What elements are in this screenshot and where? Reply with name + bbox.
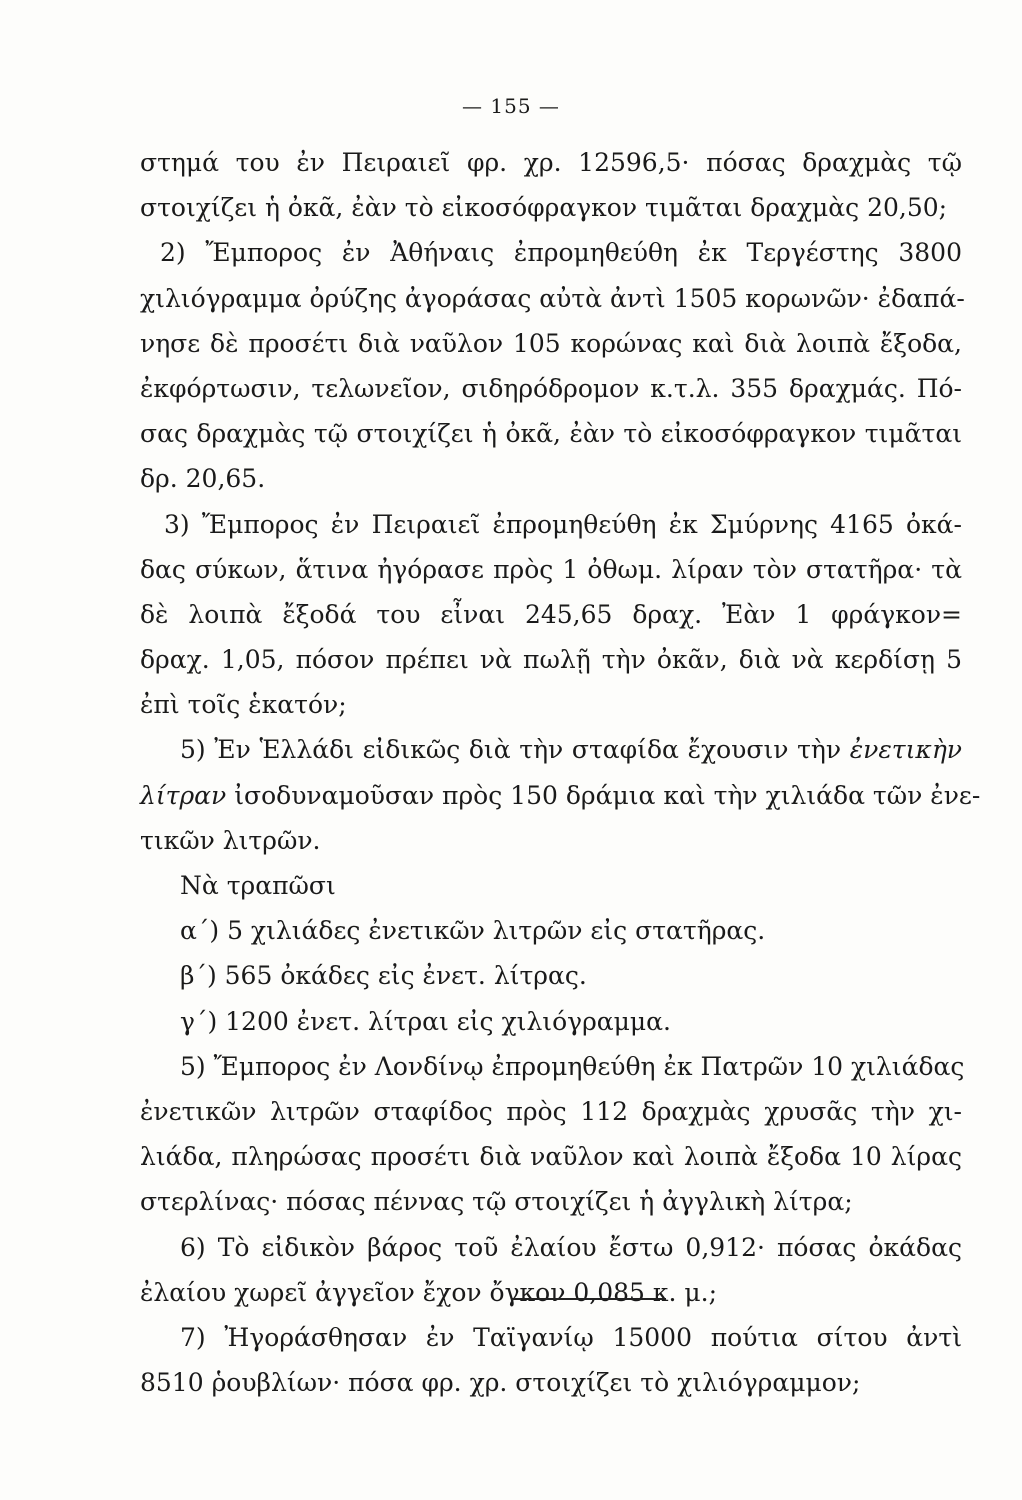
text-line: σας δραχμὰς τῷ στοιχίζει ἡ ὀκᾶ, ἐὰν τὸ εἰκοσόφραγκον τιμᾶται bbox=[140, 419, 962, 449]
text-fragment: 5) Ἐν Ἑλλάδι εἰδικῶς διὰ τὴν σταφίδα ἔχουσιν τὴν bbox=[180, 735, 842, 765]
text-line: ἐνετικῶν λιτρῶν σταφίδος πρὸς 112 δραχμὰς χρυσᾶς τὴν χι- bbox=[140, 1096, 962, 1126]
text-line: στημά του ἐν Πειραιεῖ φρ. χρ. 12596,5· πόσας δραχμὰς τῷ bbox=[140, 148, 962, 177]
italic-term: λίτραν bbox=[140, 780, 227, 810]
problem-3-line: 3) Ἔμπορος ἐν Πειραιεῖ ἐπρομηθεύθη ἐκ Σμύρνης 4165 ὀκά- bbox=[164, 509, 962, 539]
text-line: δραχ. 1,05, πόσον πρέπει νὰ πωλῇ τὴν ὀκᾶν, διὰ νὰ κερδίσῃ 5 bbox=[140, 645, 962, 675]
text-line: δρ. 20,65. bbox=[140, 464, 266, 494]
problem-5a-line bbox=[140, 727, 962, 772]
subitem-a: α΄) 5 χιλιάδες ἐνετικῶν λιτρῶν εἰς στατῆρας. bbox=[180, 916, 766, 946]
body-text bbox=[140, 140, 981, 1405]
italic-term: ἐνετικὴν bbox=[849, 735, 962, 765]
problem-2-line: 2) Ἔμπορος ἐν Ἀθήναις ἐπρομηθεύθη ἐκ Τεργέστης 3800 bbox=[160, 238, 962, 268]
text-line: στοιχίζει ἡ ὀκᾶ, ἐὰν τὸ εἰκοσόφραγκον τιμᾶται δραχμὰς 20,50; bbox=[140, 193, 948, 223]
end-rule bbox=[511, 1298, 666, 1300]
text-line: ἐπὶ τοῖς ἑκατόν; bbox=[140, 690, 347, 720]
page-number: — 155 — bbox=[462, 94, 560, 118]
text-line: Νὰ τραπῶσι bbox=[180, 871, 336, 900]
subitem-c: γ΄) 1200 ἐνετ. λίτραι εἰς χιλιόγραμμα. bbox=[180, 1006, 672, 1036]
text-line: στερλίνας· πόσας πέννας τῷ στοιχίζει ἡ ἀγγλικὴ λίτρα; bbox=[140, 1187, 853, 1217]
text-line: χιλιόγραμμα ὀρύζης ἀγοράσας αὐτὰ ἀντὶ 1505 κορωνῶν· ἐδαπά- bbox=[140, 283, 965, 313]
text-line bbox=[140, 773, 981, 818]
text-line: τικῶν λιτρῶν. bbox=[140, 825, 321, 855]
text-line: 8510 ῥουβλίων· πόσα φρ. χρ. στοιχίζει τὸ χιλιόγραμμον; bbox=[140, 1368, 861, 1398]
text-line: ἐλαίου χωρεῖ ἀγγεῖον ἔχον ὄγκον 0,085 κ. μ.; bbox=[140, 1277, 718, 1307]
subitem-b: β΄) 565 ὀκάδες εἰς ἐνετ. λίτρας. bbox=[180, 961, 587, 991]
problem-6-line: 6) Τὸ εἰδικὸν βάρος τοῦ ἐλαίου ἔστω 0,912· πόσας ὀκάδας bbox=[180, 1232, 962, 1262]
text-line: λιάδα, πληρώσας προσέτι διὰ ναῦλον καὶ λοιπὰ ἔξοδα 10 λίρας bbox=[140, 1142, 962, 1172]
text-line: ἐκφόρτωσιν, τελωνεῖον, σιδηρόδρομον κ.τ.λ. 355 δραχμάς. Πό- bbox=[140, 373, 962, 403]
problem-5b-line: 5) Ἔμπορος ἐν Λονδίνῳ ἐπρομηθεύθη ἐκ Πατρῶν 10 χιλιάδας bbox=[180, 1051, 965, 1081]
text-fragment: ἰσοδυναμοῦσαν πρὸς 150 δράμια καὶ τὴν χιλιάδα τῶν ἐνε- bbox=[234, 780, 981, 810]
text-line: δὲ λοιπὰ ἔξοδά του εἶναι 245,65 δραχ. Ἐὰν 1 φράγκον= bbox=[140, 599, 962, 629]
text-line: νησε δὲ προσέτι διὰ ναῦλον 105 κορώνας καὶ διὰ λοιπὰ ἔξοδα, bbox=[140, 328, 962, 358]
problem-7-line: 7) Ἠγοράσθησαν ἐν Ταϊγανίῳ 15000 πούτια σίτου ἀντὶ bbox=[180, 1322, 962, 1352]
text-line: δας σύκων, ἅτινα ἠγόρασε πρὸς 1 ὀθωμ. λίραν τὸν στατῆρα· τὰ bbox=[140, 554, 962, 584]
